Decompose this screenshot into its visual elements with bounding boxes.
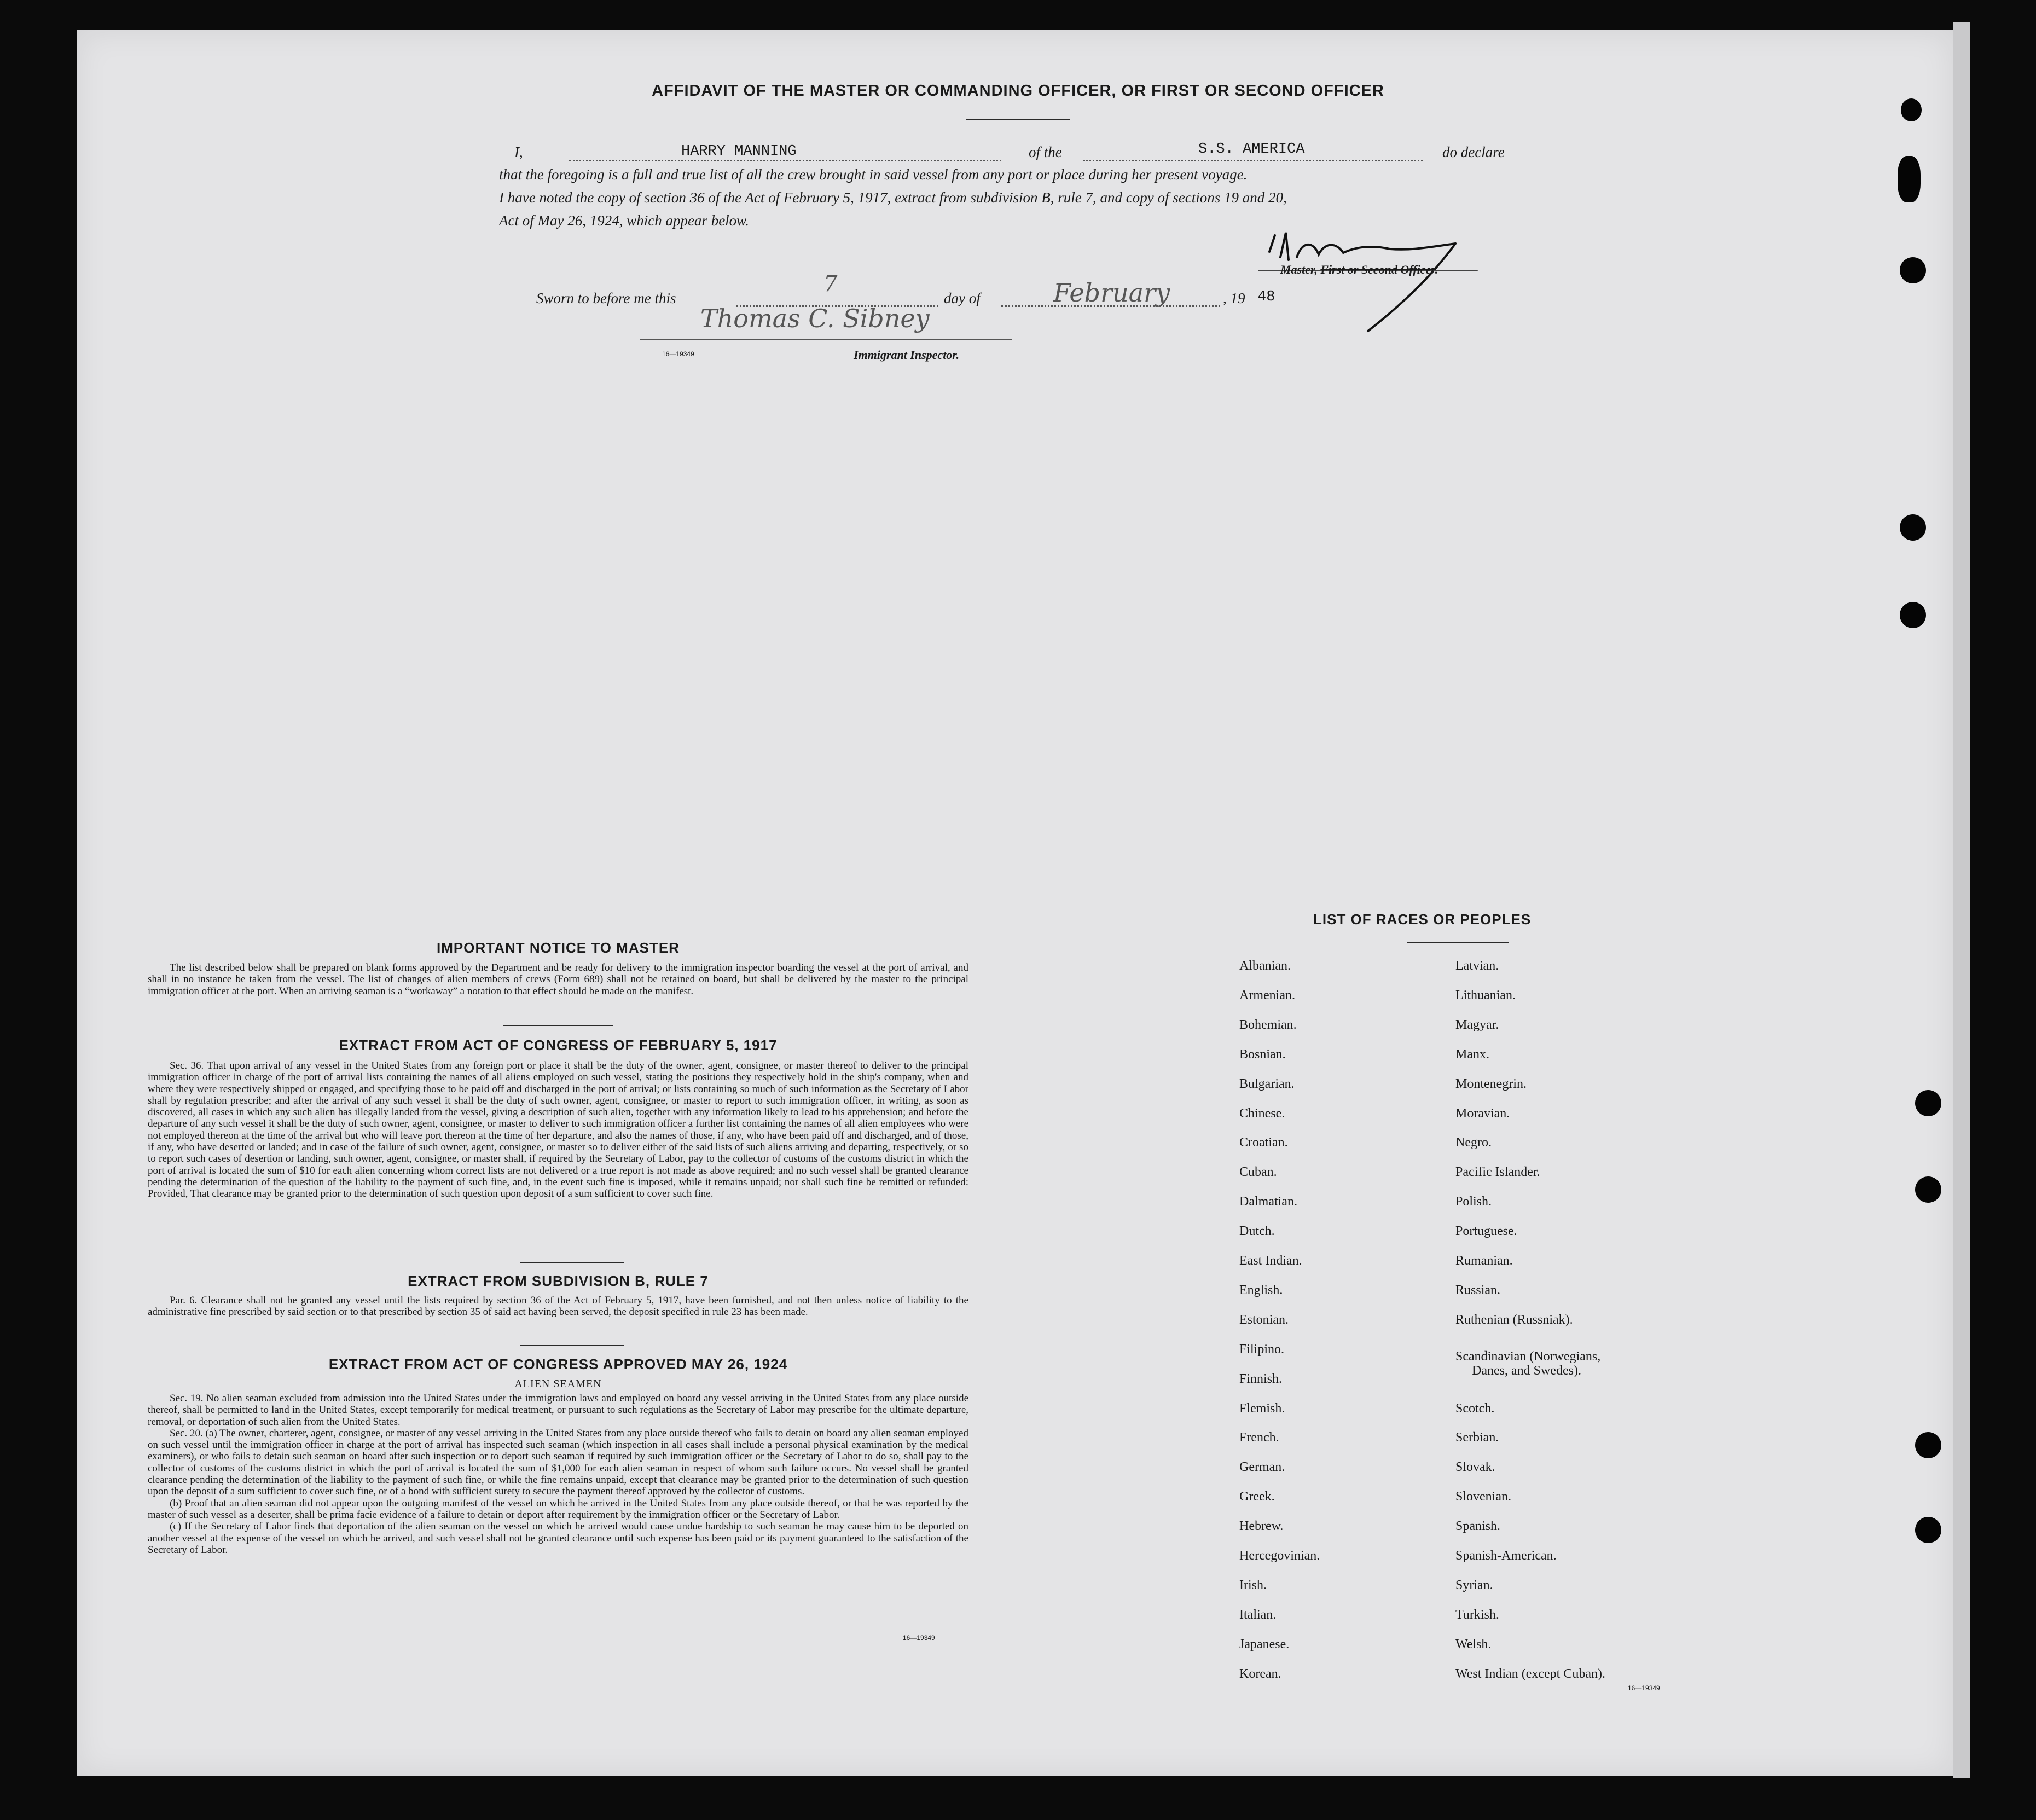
sec-20c-paragraph: (c) If the Secretary of Labor finds that deportation of the alien seaman on the vessel on which he arrived would cause undue hardship to such seaman he may cause him to be deported on another vessel at the expense of the vessel on which he arrived, and such vessel shall not be granted clearance until such expense has been paid or its payment guaranteed to the satisfaction of the Secretary of Labor.: [148, 1521, 968, 1556]
punch-hole-2: [1898, 156, 1921, 202]
sworn-month: February: [1053, 278, 1170, 308]
race-item: Dutch.: [1239, 1224, 1275, 1239]
race-item: Chinese.: [1239, 1106, 1285, 1121]
race-item: Russian.: [1455, 1283, 1501, 1297]
race-item: Finnish.: [1239, 1371, 1283, 1386]
punch-hole-7: [1915, 1176, 1941, 1203]
race-item: Montenegrin.: [1455, 1076, 1527, 1091]
extract-1924-subtitle: ALIEN SEAMEN: [514, 1378, 602, 1390]
race-item: Croatian.: [1239, 1135, 1288, 1150]
extract-rule7-text: Par. 6. Clearance shall not be granted any vessel until the lists required by section 36 of the Act of February 5, 1917, have been furnished, and not then unless notice of liability to the administrative fine prescribed by said section or to that prescribed by section 35 of said act having been served, the deposit specified in rule 23 has been made.: [148, 1295, 968, 1318]
notice-title: IMPORTANT NOTICE TO MASTER: [437, 940, 680, 956]
punch-hole-9: [1915, 1517, 1941, 1543]
divider-3: [520, 1345, 624, 1346]
races-title: LIST OF RACES OR PEOPLES: [1313, 911, 1532, 928]
vessel-name-line: [1083, 160, 1423, 161]
punch-hole-8: [1915, 1432, 1941, 1458]
race-item: Japanese.: [1239, 1637, 1290, 1651]
race-item: Moravian.: [1455, 1106, 1510, 1121]
punch-hole-6: [1915, 1090, 1941, 1116]
sec-20b-paragraph: (b) Proof that an alien seaman did not appear upon the outgoing manifest of the vessel on which he arrived in the United States from any place outside thereof, or that he was reported by the master of such vessel as a deserter, shall be prima facie evidence of a failure to detain or deport after requirement by the immigration officer or the Secretary of Labor.: [148, 1497, 968, 1521]
race-item: Rumanian.: [1455, 1254, 1513, 1268]
divider-1: [503, 1025, 613, 1026]
race-item: English.: [1239, 1283, 1283, 1297]
race-item: West Indian (except Cuban).: [1455, 1666, 1605, 1681]
race-item: Bohemian.: [1239, 1017, 1297, 1032]
vessel-name: S.S. AMERICA: [1198, 141, 1305, 158]
year-suffix: 48: [1257, 289, 1275, 305]
declaration-line-2: that the foregoing is a full and true list of all the crew brought in said vessel from any port or place during her present voyage.: [499, 166, 1248, 183]
inspector-caption: Immigrant Inspector.: [854, 348, 960, 362]
master-caption: Master, First or Second Officer.: [1280, 263, 1438, 276]
race-item: Cuban.: [1239, 1165, 1277, 1180]
race-item: East Indian.: [1239, 1254, 1302, 1268]
races-divider: [1407, 942, 1509, 943]
declaration-line-4: Act of May 26, 1924, which appear below.: [499, 212, 749, 229]
race-item: Italian.: [1239, 1607, 1277, 1622]
race-item: Danes, and Swedes).: [1472, 1364, 1581, 1378]
race-item: Dalmatian.: [1239, 1195, 1297, 1209]
inspector-signature: Thomas C. Sibney: [700, 304, 930, 333]
race-item: Polish.: [1455, 1195, 1492, 1209]
race-item: Hebrew.: [1239, 1519, 1284, 1534]
master-name: HARRY MANNING: [681, 143, 797, 160]
race-item: Syrian.: [1455, 1578, 1493, 1592]
i-label: I,: [514, 144, 523, 160]
punch-hole-4: [1900, 514, 1926, 541]
race-item: Filipino.: [1239, 1342, 1285, 1357]
extract-1924-body: [148, 1393, 968, 1556]
affidavit-form-number: 16—19349: [662, 350, 694, 358]
sworn-day: 7: [823, 271, 838, 297]
race-item: German.: [1239, 1460, 1285, 1475]
inspector-signature-line: [640, 339, 1012, 340]
declaration-line-3: I have noted the copy of section 36 of the Act of February 5, 1917, extract from subdivision B, rule 7, and copy of sections 19 and 20,: [499, 189, 1287, 206]
race-item: Portuguese.: [1455, 1224, 1517, 1239]
punch-hole-1: [1901, 98, 1922, 121]
extract-1917-text: Sec. 36. That upon arrival of any vessel in the United States from any foreign port or place it shall be the duty of the owner, agent, consignee, or master thereof to deliver to the principal immigration officer in charge of the port of arrival lists containing the names of all aliens employed on such vessel, stating the positions they respectively hold in the ship's company, when and where they were respectively shipped or engaged, and specifying those to be paid off and discharged in the port of arrival; or lists containing so much of such information as the Secretary of Labor shall by regulation prescribe; and after the arrival of any such vessel it shall be the duty of such owner, agent, consignee, or master to report to such immigration officer, in writing, as soon as discovered, all cases in which any such alien has illegally landed from the vessel, giving a description of such alien, together with any information likely to lead to his apprehension; and before the departure of any such vessel it shall be the duty of such owner, agent, consignee, or master to deliver to such immigration officer a further list containing the names of all alien employees who were not employed thereon at the time of the arrival but who will leave port thereon at the time of her departure, and also the names of those, if any, who have been paid off and discharged, and of those, if any, who have deserted or landed; and in case of the failure of such owner, agent, consignee, or master so to deliver either of the said lists of such aliens arriving and departing, respectively, or so to report such cases of desertion or landing, such owner, agent, consignee, or master shall, if required by the Secretary of Labor, pay to the collector of customs of the customs district in which the port of arrival is located the sum of $10 for each alien concerning whom correct lists are not delivered or a true report is not made as above required; and no such vessel shall be granted clearance pending the determination of the question of the liability to the payment of such fine, and, in the event such fine is imposed, while it remains unpaid; nor shall such fine be remitted or refunded: Provided, That clearance may be granted prior to the determination of such question upon deposit of a sum sufficient to cover such fine.: [148, 1060, 968, 1200]
sec-19-paragraph: Sec. 19. No alien seaman excluded from admission into the United States under the immigration laws and employed on board any vessel arriving in the United States from any place outside thereof, shall be permitted to land in the United States, except temporarily for medical treatment, or pursuant to such regulations as the Secretary of Labor may prescribe for the ultimate departure, removal, or deportation of such alien from the United States.: [148, 1393, 968, 1428]
race-item: Slovak.: [1455, 1460, 1495, 1475]
extract-rule7-title: EXTRACT FROM SUBDIVISION B, RULE 7: [408, 1273, 709, 1289]
sec-20a-paragraph: Sec. 20. (a) The owner, charterer, agent, consignee, or master of any vessel arriving in the United States from any place outside thereof who fails to detain on board any alien seaman employed on such vessel until the immigration officer in charge at the port of arrival has inspected such seaman (which inspection in all cases shall include a personal physical examination by the medical examiners), or who fails to detain such seaman on board after such inspection or to deport such seaman if required by such immigration officer or the Secretary of Labor to do so, shall pay to the collector of customs of the customs district in which the port of arrival is located the sum of $1,000 for each alien seaman in respect of whom such failure occurs. No vessel shall be granted clearance pending the determination of the liability to the payment of such fine, or while the fine remains unpaid, except that clearance may be granted prior to the determination of such question upon the deposit of a sum sufficient to cover such fine, or of a bond with sufficient surety to secure the payment thereof approved by the collector of customs.: [148, 1427, 968, 1498]
page-edge: [1953, 22, 1970, 1778]
race-item: Negro.: [1455, 1135, 1492, 1150]
punch-hole-3: [1900, 257, 1926, 283]
of-the-label: of the: [1029, 144, 1062, 160]
master-name-line: [569, 160, 1001, 161]
race-item: Spanish-American.: [1455, 1549, 1557, 1563]
race-item: Magyar.: [1455, 1017, 1499, 1032]
sworn-label: Sworn to before me this: [536, 290, 676, 306]
race-item: Manx.: [1455, 1047, 1489, 1062]
year-prefix: , 19: [1223, 290, 1245, 306]
master-signature: [1248, 219, 1494, 339]
race-item: Armenian.: [1239, 988, 1295, 1002]
race-item: Bosnian.: [1239, 1047, 1286, 1062]
race-item: Pacific Islander.: [1455, 1165, 1540, 1180]
race-item: Spanish.: [1455, 1519, 1501, 1534]
race-item: Hercegovinian.: [1239, 1549, 1320, 1563]
punch-hole-5: [1900, 602, 1926, 628]
declare-label: do declare: [1442, 144, 1505, 160]
extract-1924-title: EXTRACT FROM ACT OF CONGRESS APPROVED MAY 26, 1924: [328, 1356, 788, 1372]
race-item: Ruthenian (Russniak).: [1455, 1312, 1573, 1327]
race-item: Lithuanian.: [1455, 988, 1516, 1002]
race-item: Slovenian.: [1455, 1489, 1511, 1504]
races-form-number: 16—19349: [1628, 1684, 1660, 1692]
extract-form-number: 16—19349: [903, 1634, 935, 1642]
extract-1917-title: EXTRACT FROM ACT OF CONGRESS OF FEBRUARY 5, 1917: [339, 1037, 778, 1053]
race-item: Bulgarian.: [1239, 1076, 1295, 1091]
divider-2: [520, 1262, 624, 1263]
race-item: Scandinavian (Norwegians,: [1455, 1349, 1601, 1364]
race-item: Turkish.: [1455, 1607, 1499, 1622]
day-of-label: day of: [944, 290, 981, 306]
race-item: Greek.: [1239, 1489, 1275, 1504]
race-item: Albanian.: [1239, 959, 1291, 973]
race-item: Scotch.: [1455, 1401, 1495, 1416]
master-caption-struck: First or Second Officer: [1320, 263, 1435, 276]
race-item: Flemish.: [1239, 1401, 1285, 1416]
affidavit-title: AFFIDAVIT OF THE MASTER OR COMMANDING OFFICER, OR FIRST OR SECOND OFFICER: [652, 82, 1384, 100]
title-divider: [966, 119, 1070, 120]
notice-text: The list described below shall be prepared on blank forms approved by the Department and be ready for delivery to the immigration inspector boarding the vessel at the port of arrival, and shall in no instance be taken from the vessel. The list of changes of alien members of crews (Form 689) shall not be retained on board, but shall be delivered by the master to the principal immigration officer at the port. When an arriving seaman is a “workaway” a notation to that effect should be made on the manifest.: [148, 962, 968, 997]
race-item: Estonian.: [1239, 1312, 1289, 1327]
race-item: Serbian.: [1455, 1430, 1499, 1445]
race-item: French.: [1239, 1430, 1279, 1445]
race-item: Welsh.: [1455, 1637, 1492, 1651]
master-caption-prefix: Master,: [1280, 263, 1318, 276]
race-item: Latvian.: [1455, 959, 1499, 973]
race-item: Irish.: [1239, 1578, 1267, 1592]
race-item: Korean.: [1239, 1666, 1281, 1681]
